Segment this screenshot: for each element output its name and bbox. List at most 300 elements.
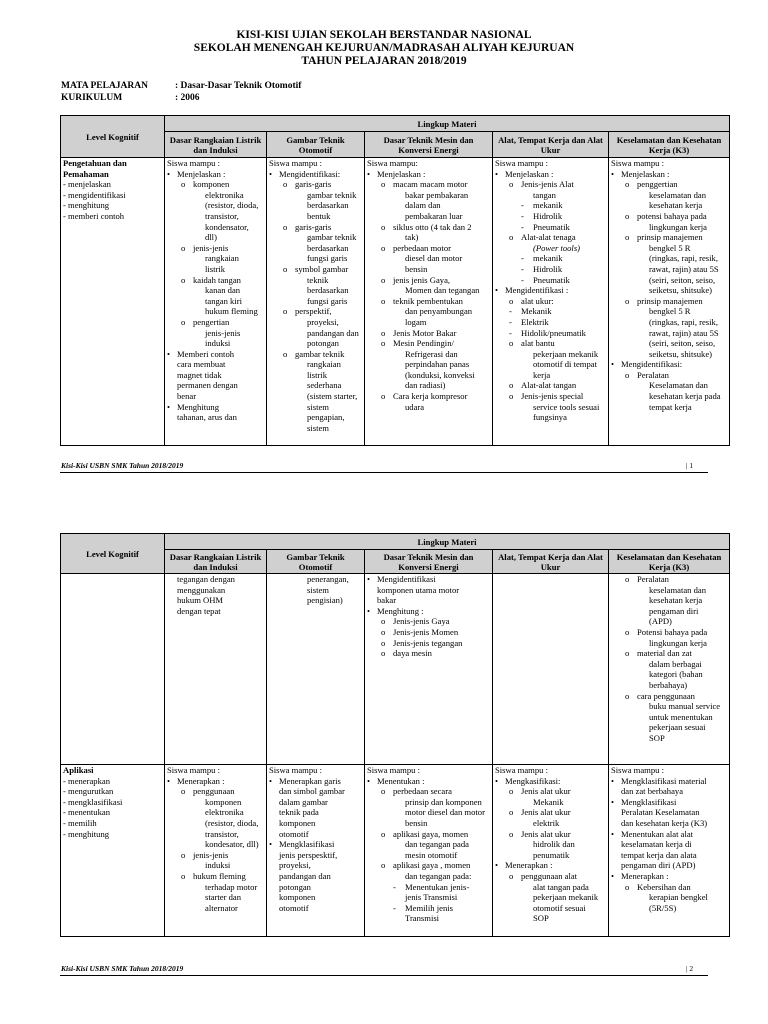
list-item-text: terhadap motor bbox=[205, 881, 258, 892]
dash-bullet-icon: - bbox=[509, 306, 512, 317]
list-item bbox=[611, 169, 727, 180]
list-item-text: kesehatan kerja bbox=[649, 200, 703, 211]
list-item bbox=[367, 370, 490, 381]
list-item bbox=[367, 776, 490, 787]
list-item bbox=[367, 380, 490, 391]
list-item-text: Hidrolik bbox=[533, 263, 563, 274]
list-item-text: potongan bbox=[279, 881, 311, 892]
list-item bbox=[611, 275, 727, 286]
col-header-3: Dasar Teknik Mesin dan Konversi Energi bbox=[365, 132, 493, 158]
circle-bullet-icon: o bbox=[181, 179, 186, 190]
list-item-text: Siswa mampu : bbox=[167, 158, 220, 168]
list-item-text: garis-garis bbox=[295, 221, 332, 232]
list-item-text: jenis-jenis bbox=[193, 849, 229, 860]
list-item bbox=[269, 839, 362, 850]
list-item-text: Siswa mampu : bbox=[269, 765, 322, 775]
list-item-text: dan simbol gambar bbox=[279, 786, 345, 797]
list-item bbox=[495, 860, 606, 871]
list-item-text: komponen bbox=[205, 796, 242, 807]
circle-bullet-icon: o bbox=[181, 316, 186, 327]
footer-rule bbox=[60, 472, 708, 473]
circle-bullet-icon: o bbox=[381, 786, 386, 797]
circle-bullet-icon: o bbox=[381, 626, 386, 637]
circle-bullet-icon: o bbox=[181, 242, 186, 253]
list-item-text: Jenis-jenis Momen bbox=[393, 626, 459, 637]
list-item bbox=[367, 606, 490, 617]
list-item bbox=[167, 169, 264, 180]
list-item-text: gambar teknik bbox=[307, 232, 357, 243]
list-item bbox=[167, 222, 264, 233]
list-item-text: bakar pembakaran bbox=[405, 189, 469, 200]
list-item bbox=[611, 627, 727, 638]
list-item bbox=[611, 338, 727, 349]
list-item bbox=[495, 391, 606, 402]
cell-c4 bbox=[493, 765, 609, 937]
list-item-text: kesehatan kerja bbox=[649, 595, 703, 606]
list-item bbox=[269, 765, 362, 776]
list-item bbox=[167, 349, 264, 360]
list-item-text: tempat kerja dan alata bbox=[621, 849, 697, 860]
list-item-text: potongan bbox=[307, 338, 339, 349]
list-item bbox=[367, 243, 490, 254]
list-item-text: Mengklasifikasi material bbox=[621, 775, 707, 786]
list-item bbox=[495, 306, 606, 317]
list-item bbox=[167, 200, 264, 211]
list-item-text: Keselamatan dan bbox=[649, 380, 708, 391]
cell-c2 bbox=[267, 158, 365, 446]
list-item-text: mesin otomotif bbox=[405, 849, 458, 860]
list-item bbox=[495, 338, 606, 349]
list-item bbox=[367, 169, 490, 180]
list-item bbox=[367, 903, 490, 914]
list-item bbox=[495, 200, 606, 211]
list-item bbox=[269, 296, 362, 307]
list-item bbox=[269, 328, 362, 339]
item-list bbox=[269, 158, 362, 433]
list-item-text: sistem bbox=[307, 422, 329, 433]
list-item bbox=[167, 253, 264, 264]
list-item-text: Peralatan bbox=[637, 574, 669, 584]
list-item bbox=[367, 338, 490, 349]
list-item bbox=[167, 595, 264, 606]
circle-bullet-icon: o bbox=[381, 616, 386, 627]
list-item bbox=[367, 190, 490, 201]
circle-bullet-icon: o bbox=[509, 391, 514, 402]
list-item bbox=[611, 818, 727, 829]
item-list bbox=[367, 158, 490, 412]
list-item-text: diesel dan motor bbox=[405, 253, 463, 264]
footer-text-page1: Kisi-Kisi USBN SMK Tahun 2018/2019 bbox=[61, 461, 184, 470]
level-cell-continued bbox=[61, 574, 165, 765]
list-item bbox=[269, 574, 362, 585]
bullet-icon: • bbox=[269, 168, 273, 179]
list-item-text: (resistor, dioda, bbox=[205, 200, 259, 211]
list-item-text: pengisian) bbox=[307, 595, 343, 606]
list-item bbox=[611, 829, 727, 840]
list-item bbox=[367, 285, 490, 296]
bullet-icon: • bbox=[495, 285, 499, 296]
list-item-text: jenis-jenis bbox=[193, 242, 229, 253]
list-item-text: Siswa mampu: bbox=[367, 158, 418, 168]
list-item-text: kategori (bahan bbox=[649, 669, 703, 680]
list-item-text: listrik bbox=[205, 263, 226, 274]
bullet-icon: • bbox=[167, 401, 171, 412]
list-item-text: komponen utama motor bbox=[377, 584, 460, 595]
list-item bbox=[269, 211, 362, 222]
list-item bbox=[495, 797, 606, 808]
list-item-text: Potensi bahaya pada bbox=[637, 626, 708, 637]
level-title: Aplikasi bbox=[63, 765, 94, 775]
list-item bbox=[167, 776, 264, 787]
list-item-text: Jenis-jenis tegangan bbox=[393, 637, 463, 648]
list-item bbox=[269, 179, 362, 190]
item-list bbox=[495, 158, 606, 423]
list-item bbox=[611, 359, 727, 370]
dash-bullet-icon: - bbox=[521, 263, 524, 274]
list-item bbox=[611, 402, 727, 413]
list-item-text: otomotif bbox=[279, 902, 309, 913]
list-item bbox=[367, 158, 490, 169]
list-item-text: rawat, rajin) atau 5S bbox=[649, 263, 719, 274]
bullet-icon: • bbox=[611, 775, 615, 786]
list-item-text: siklus otto (4 tak dan 2 bbox=[393, 221, 472, 232]
list-item-text: rangkaian bbox=[205, 253, 239, 264]
list-item bbox=[611, 839, 727, 850]
circle-bullet-icon: o bbox=[381, 828, 386, 839]
list-item bbox=[611, 179, 727, 190]
list-item bbox=[367, 913, 490, 924]
list-item bbox=[167, 765, 264, 776]
list-item-text: Jenis alat ukur bbox=[521, 828, 571, 839]
list-item bbox=[495, 253, 606, 264]
list-item bbox=[495, 264, 606, 275]
footer-rule bbox=[60, 975, 708, 976]
level-item: - mengurutkan bbox=[63, 786, 114, 797]
circle-bullet-icon: o bbox=[509, 870, 514, 881]
list-item-text: penerangan, bbox=[307, 574, 349, 584]
list-item-text: Menentukan jenis- bbox=[405, 881, 470, 892]
list-item-text: dan zat berbahaya bbox=[621, 786, 684, 797]
list-item bbox=[611, 380, 727, 391]
item-list bbox=[367, 765, 490, 924]
col-header-5: Keselamatan dan Kesehatan Kerja (K3) bbox=[609, 132, 730, 158]
circle-bullet-icon: o bbox=[625, 179, 630, 190]
list-item-text: dalam gambar bbox=[279, 796, 328, 807]
list-item bbox=[611, 669, 727, 680]
dash-bullet-icon: - bbox=[521, 200, 524, 211]
list-item-text: teknik pada bbox=[279, 807, 319, 818]
level-cell-aplikasi bbox=[61, 765, 165, 937]
list-item bbox=[611, 691, 727, 702]
cell-c2 bbox=[267, 574, 365, 765]
list-item-text: jenis Transmisi bbox=[405, 892, 458, 903]
scope-header: Lingkup Materi bbox=[165, 534, 730, 550]
list-item bbox=[167, 232, 264, 243]
dash-bullet-icon: - bbox=[509, 316, 512, 327]
list-item-text: berdasarkan bbox=[307, 200, 349, 211]
list-item bbox=[367, 275, 490, 286]
list-item bbox=[611, 701, 727, 712]
list-item-text: logam bbox=[405, 316, 427, 327]
list-item bbox=[269, 903, 362, 914]
cell-c5 bbox=[609, 765, 730, 937]
bullet-icon: • bbox=[269, 839, 273, 850]
list-item bbox=[611, 306, 727, 317]
list-item-text: sistem bbox=[307, 584, 329, 595]
list-item-text: mekanik bbox=[533, 253, 563, 264]
list-item-text: (ringkas, rapi, resik, bbox=[649, 253, 718, 264]
list-item-text: Jenis-jenis Gaya bbox=[393, 616, 450, 627]
list-item bbox=[495, 169, 606, 180]
curriculum-row bbox=[61, 92, 200, 104]
list-item-text: tak) bbox=[405, 232, 419, 243]
list-item-text: pandangan dan bbox=[307, 327, 359, 338]
list-item bbox=[367, 829, 490, 840]
list-item-text: rawat, rajin) atau 5S bbox=[649, 327, 719, 338]
list-item bbox=[269, 850, 362, 861]
list-item-text: kondensator, bbox=[205, 221, 249, 232]
cell-c3 bbox=[365, 574, 493, 765]
list-item-text: jenis jenis Gaya, bbox=[393, 274, 451, 285]
list-item-text: alat ukur: bbox=[521, 295, 554, 306]
list-item bbox=[167, 370, 264, 381]
list-item bbox=[367, 179, 490, 190]
circle-bullet-icon: o bbox=[625, 626, 630, 637]
list-item-text: buku manual service bbox=[649, 701, 721, 712]
list-item bbox=[611, 328, 727, 339]
list-item bbox=[167, 786, 264, 797]
list-item bbox=[167, 574, 264, 585]
list-item bbox=[611, 680, 727, 691]
list-item bbox=[611, 860, 727, 871]
list-item bbox=[611, 264, 727, 275]
circle-bullet-icon: o bbox=[181, 849, 186, 860]
list-item bbox=[611, 638, 727, 649]
list-item-text: daya mesin bbox=[393, 648, 432, 659]
bullet-icon: • bbox=[611, 828, 615, 839]
circle-bullet-icon: o bbox=[625, 295, 630, 306]
list-item-text: komponen bbox=[193, 179, 230, 190]
circle-bullet-icon: o bbox=[625, 210, 630, 221]
list-item-text: kondesator, dll) bbox=[205, 839, 259, 850]
list-item bbox=[495, 179, 606, 190]
list-item bbox=[495, 243, 606, 254]
list-item-text: (seiri, seiton, seiso, bbox=[649, 338, 716, 349]
circle-bullet-icon: o bbox=[283, 221, 288, 232]
list-item-text: otomotif sesuai bbox=[533, 902, 586, 913]
list-item bbox=[367, 359, 490, 370]
level-item: - menghitung bbox=[63, 828, 110, 839]
list-item bbox=[269, 585, 362, 596]
list-item-text: Siswa mampu : bbox=[495, 158, 548, 168]
list-item-text: Menerapkan : bbox=[505, 860, 553, 871]
circle-bullet-icon: o bbox=[181, 870, 186, 881]
list-item bbox=[495, 275, 606, 286]
list-item-text: dan radiasi) bbox=[405, 380, 446, 391]
level-item: - memilih bbox=[63, 817, 97, 828]
list-item-text: Elektrik bbox=[521, 316, 549, 327]
list-item-text: bakar bbox=[377, 595, 397, 606]
list-item bbox=[367, 839, 490, 850]
bullet-icon: • bbox=[367, 168, 371, 179]
list-item-text: Menerapkan : bbox=[177, 775, 225, 786]
bullet-icon: • bbox=[495, 775, 499, 786]
list-item bbox=[611, 648, 727, 659]
item-list bbox=[611, 158, 727, 412]
list-item-text: dan kesehatan kerja (K3) bbox=[621, 817, 708, 828]
circle-bullet-icon: o bbox=[283, 179, 288, 190]
list-item bbox=[167, 328, 264, 339]
list-item bbox=[495, 370, 606, 381]
list-item-text: bengkel 5 R bbox=[649, 306, 691, 317]
item-list bbox=[167, 574, 264, 616]
list-item-text: Mengklasifikasi bbox=[621, 796, 677, 807]
list-item bbox=[167, 211, 264, 222]
list-item bbox=[367, 595, 490, 606]
list-item-text: garis-garis bbox=[295, 179, 332, 190]
list-item-text: Mengidentifikasi : bbox=[505, 285, 569, 296]
list-item-text: Memberi contoh bbox=[177, 348, 235, 359]
dash-bullet-icon: - bbox=[521, 210, 524, 221]
circle-bullet-icon: o bbox=[381, 295, 386, 306]
subject-row bbox=[61, 80, 301, 92]
dash-bullet-icon: - bbox=[521, 221, 524, 232]
list-item-text: Siswa mampu : bbox=[167, 765, 220, 775]
list-item-text: alat bantu bbox=[521, 338, 555, 349]
list-item-text: permanen dengan bbox=[177, 380, 238, 391]
list-item bbox=[269, 306, 362, 317]
list-item bbox=[611, 892, 727, 903]
list-item-text: Menjelaskan : bbox=[377, 168, 426, 179]
cell-c1 bbox=[165, 158, 267, 446]
list-item bbox=[167, 306, 264, 317]
list-item-text: prinsip manajemen bbox=[637, 295, 703, 306]
list-item-text: jenis-jenis bbox=[205, 327, 241, 338]
list-item-text: Pneumatik bbox=[533, 221, 570, 232]
list-item bbox=[611, 296, 727, 307]
list-item bbox=[367, 317, 490, 328]
list-item bbox=[367, 797, 490, 808]
bullet-icon: • bbox=[611, 870, 615, 881]
list-item bbox=[269, 829, 362, 840]
scope-header: Lingkup Materi bbox=[165, 116, 730, 132]
list-item-text: starter dan bbox=[205, 892, 242, 903]
document-title-line3: TAHUN PELAJARAN 2018/2019 bbox=[301, 55, 467, 67]
bullet-icon: • bbox=[495, 860, 499, 871]
list-item-text: fungsi garis bbox=[307, 253, 348, 264]
list-item-text: (seiri, seiton, seiso, bbox=[649, 274, 716, 285]
list-item bbox=[269, 349, 362, 360]
list-item bbox=[167, 402, 264, 413]
cell-c1 bbox=[165, 574, 267, 765]
level-title-2: Pemahaman bbox=[63, 168, 109, 179]
list-item bbox=[367, 349, 490, 360]
dash-bullet-icon: - bbox=[521, 253, 524, 264]
list-item-text: perbedaan secara bbox=[393, 786, 452, 797]
list-item-text: otomotif bbox=[279, 828, 309, 839]
circle-bullet-icon: o bbox=[283, 263, 288, 274]
list-item bbox=[611, 243, 727, 254]
bullet-icon: • bbox=[269, 775, 273, 786]
list-item-text: hidrolik dan bbox=[533, 839, 575, 850]
circle-bullet-icon: o bbox=[381, 242, 386, 253]
list-item-text: macam macam motor bbox=[393, 179, 468, 190]
circle-bullet-icon: o bbox=[625, 690, 630, 701]
list-item-text: Siswa mampu : bbox=[611, 158, 664, 168]
list-item-text: Menjelaskan : bbox=[177, 168, 226, 179]
list-item-text: tegangan dengan bbox=[177, 574, 235, 584]
list-item bbox=[269, 871, 362, 882]
list-item bbox=[495, 818, 606, 829]
col-header-4: Alat, Tempat Kerja dan Alat Ukur bbox=[493, 132, 609, 158]
list-item bbox=[167, 285, 264, 296]
list-item bbox=[167, 606, 264, 617]
list-item bbox=[367, 850, 490, 861]
list-item bbox=[167, 380, 264, 391]
cell-c4 bbox=[493, 574, 609, 765]
list-item bbox=[611, 317, 727, 328]
circle-bullet-icon: o bbox=[509, 828, 514, 839]
list-item bbox=[269, 595, 362, 606]
list-item bbox=[495, 412, 606, 423]
col-header-5: Keselamatan dan Kesehatan Kerja (K3) bbox=[609, 550, 730, 574]
list-item-text: dengan tepat bbox=[177, 605, 221, 616]
list-item-text: menggunakan bbox=[177, 584, 226, 595]
list-item bbox=[269, 169, 362, 180]
list-item-text: perbedaan motor bbox=[393, 242, 451, 253]
list-item bbox=[495, 328, 606, 339]
col-header-1: Dasar Rangkaian Listrik dan Induksi bbox=[165, 550, 267, 574]
list-item-text: Mesin Pendingin/ bbox=[393, 338, 454, 349]
list-item bbox=[495, 871, 606, 882]
list-item-text: pembakaran luar bbox=[405, 210, 463, 221]
list-item-text: keselamatan dan bbox=[649, 584, 707, 595]
list-item bbox=[611, 391, 727, 402]
list-item-text: pandangan dan bbox=[279, 870, 331, 881]
list-item bbox=[495, 402, 606, 413]
list-item bbox=[269, 232, 362, 243]
curriculum-label: KURIKULUM bbox=[61, 93, 123, 103]
item-list bbox=[269, 765, 362, 913]
col-header-3: Dasar Teknik Mesin dan Konversi Energi bbox=[365, 550, 493, 574]
list-item-text: otomotif di tempat bbox=[533, 359, 597, 370]
circle-bullet-icon: o bbox=[509, 232, 514, 243]
circle-bullet-icon: o bbox=[381, 637, 386, 648]
list-item-text: Mengklasifikasi bbox=[279, 839, 335, 850]
list-item bbox=[269, 190, 362, 201]
list-item bbox=[269, 338, 362, 349]
circle-bullet-icon: o bbox=[509, 295, 514, 306]
list-item bbox=[611, 253, 727, 264]
list-item bbox=[611, 871, 727, 882]
list-item bbox=[367, 200, 490, 211]
list-item-text: alternator bbox=[205, 902, 238, 913]
list-item bbox=[167, 903, 264, 914]
list-item bbox=[611, 733, 727, 744]
circle-bullet-icon: o bbox=[283, 348, 288, 359]
list-item-text: penggunaan alat bbox=[521, 870, 578, 881]
cell-c3 bbox=[365, 765, 493, 937]
list-item bbox=[495, 786, 606, 797]
list-item bbox=[367, 807, 490, 818]
list-item-text: prinsip manajemen bbox=[637, 232, 703, 243]
list-item bbox=[167, 871, 264, 882]
item-list bbox=[611, 574, 727, 744]
list-item bbox=[367, 585, 490, 596]
circle-bullet-icon: o bbox=[381, 221, 386, 232]
list-item bbox=[167, 179, 264, 190]
list-item-text: elektronika bbox=[205, 189, 244, 200]
